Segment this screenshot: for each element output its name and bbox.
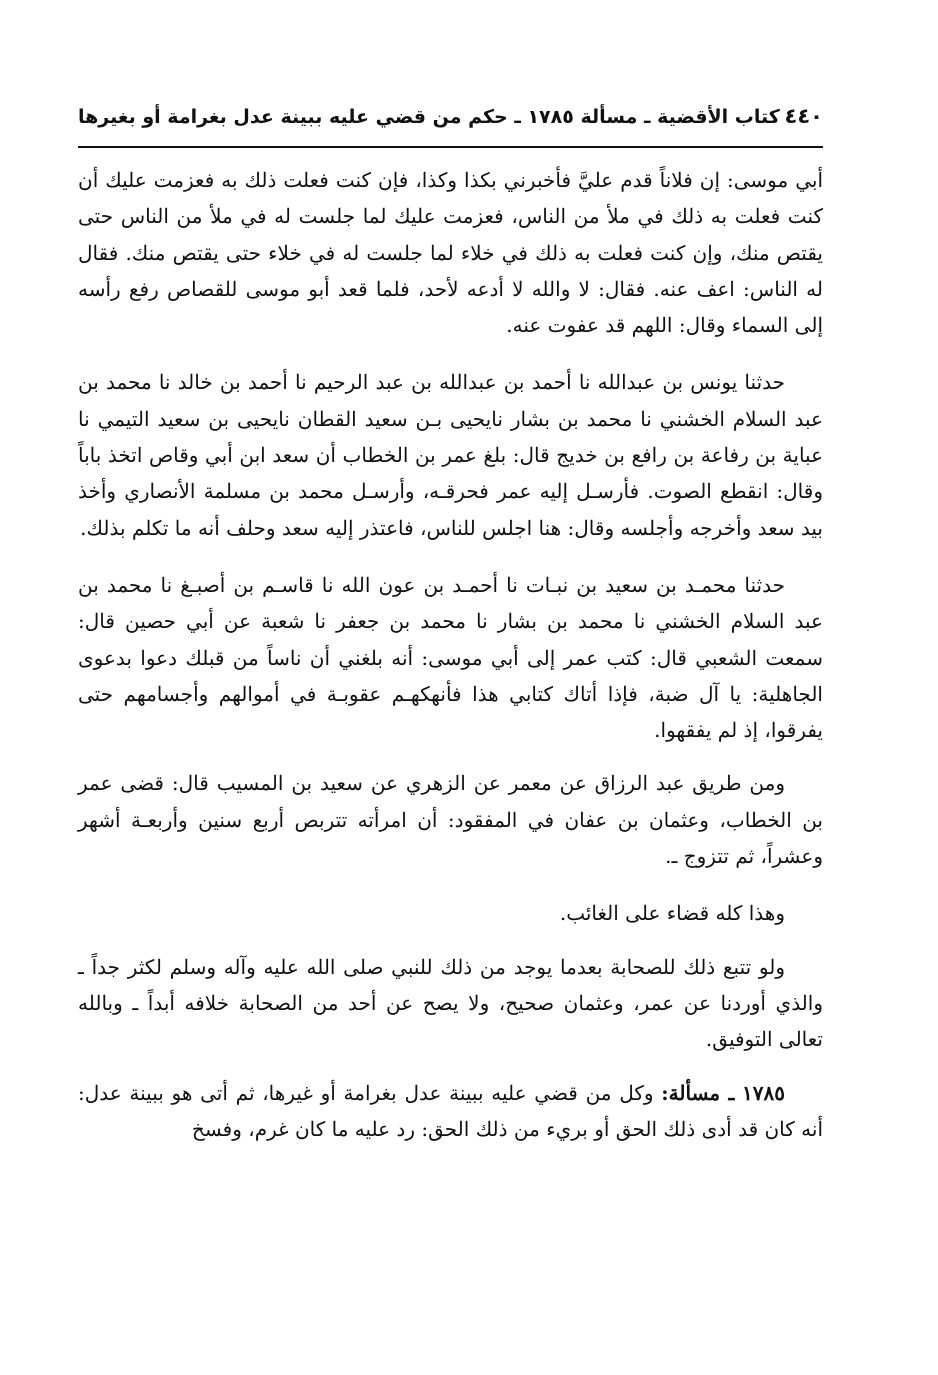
paragraph-isnad-abi-musa: حدثنا محمـد بن سعيد بن نبـات نا أحمـد بن عون الله نا قاسـم بن أصبـغ نا محمد بن عبد السلام الخشني نا محمد بن بشار نا محمد بن جعفر نا شعبة عن أبي حصين قال: سمعت الشعبي قال: كتب عمر إلى أبي موسى: أنه بلغني أن ناساً من قبلك دعوا بدعوى الجاهلية: يا آل ضبة، فإذا أتاك كتابي هذا فأنهكهـم عقوبـة في أموالهم وأجسامهم حتى يفرقوا، إذ لم يفقهوا. — [78, 572, 823, 743]
issue-number: ١٧٨٥ — [742, 1080, 785, 1105]
running-header — [78, 96, 823, 136]
paragraph-abdulrazzaq: ومن طريق عبد الرزاق عن معمر عن الزهري عن سعيد بن المسيب قال: قضى عمر بن الخطاب، وعثمان بن عفان في المفقود: أن امرأته تتربص أربع سنين وأربعـة أشهر وعشراً، ثم تتزوج ـ. — [78, 771, 823, 869]
header-title: كتاب الأقضية ـ مسألة ١٧٨٥ ـ حكم من قضي عليه ببينة عدل بغرامة أو بغيرها — [78, 106, 780, 128]
paragraph-issue — [78, 1075, 823, 1148]
paragraph-continuation: أبي موسى: إن فلاناً قدم عليَّ فأخبرني بكذا وكذا، فإن كنت فعلت ذلك به فعزمت عليك أن كنت فعلت به ذلك في ملأ من الناس، فعزمت عليك لما جلست له في ملأ من الناس حتى يقتص منك، وإن كنت فعلت به ذلك في خلاء لما جلست له في خلاء حتى يقتص منك. فقال له الناس: اعف عنه. فقال: لا والله لا أدعه لأحد، فلما قعد أبو موسى للقصاص رفع رأسه إلى السماء وقال: اللهم قد عفوت عنه. — [78, 168, 823, 338]
page-number: ٤٤٠ — [784, 104, 823, 128]
issue-text: وكل من قضي عليه ببينة عدل بغرامة أو غيرها، ثم أتى هو ببينة عدل: أنه كان قد أدى ذلك الحق أو بريء من ذلك الحق: رد عليه ما كان غرم، وفسخ — [78, 1080, 823, 1141]
book-page — [78, 96, 823, 1147]
paragraph-isnad-sad: حدثنا يونس بن عبدالله نا أحمد بن عبدالله بن عبد الرحيم نا أحمد بن خالد نا محمد بن عبد السلام الخشني نا محمد بن بشار نايحيى بـن سعيد القطان نايحيى بن سعيد التيمي نا عباية بن رفاعة بن رافع بن خديج قال: بلغ عمر بن الخطاب أن سعد ابن أبي وقاص اتخذ باباً وقال: انقطع الصوت. فأرسـل إليه عمر فحرقـه، وأرسـل محمد بن مسلمة الأنصاري وأخذ بيد سعد وأخرجه وأجلسه وقال: هنا اجلس للناس، فاعتذر إليه سعد وحلف أنه ما تكلم بذلك. — [78, 370, 823, 540]
paragraph-sahaba: ولو تتبع ذلك للصحابة بعدما يوجد من ذلك للنبي صلى الله عليه وآله وسلم لكثر جداً ـ والذي أوردنا عن عمر، وعثمان صحيح، ولا يصح عن أحد من الصحابة خلافه أبداً ـ وبالله تعالى التوفيق. — [78, 954, 823, 1052]
paragraph-ghaib: وهذا كله قضاء على الغائب. — [559, 901, 785, 926]
page-body — [78, 162, 823, 1147]
issue-label: ـ مسألة: — [661, 1080, 735, 1105]
header-divider — [78, 146, 823, 148]
